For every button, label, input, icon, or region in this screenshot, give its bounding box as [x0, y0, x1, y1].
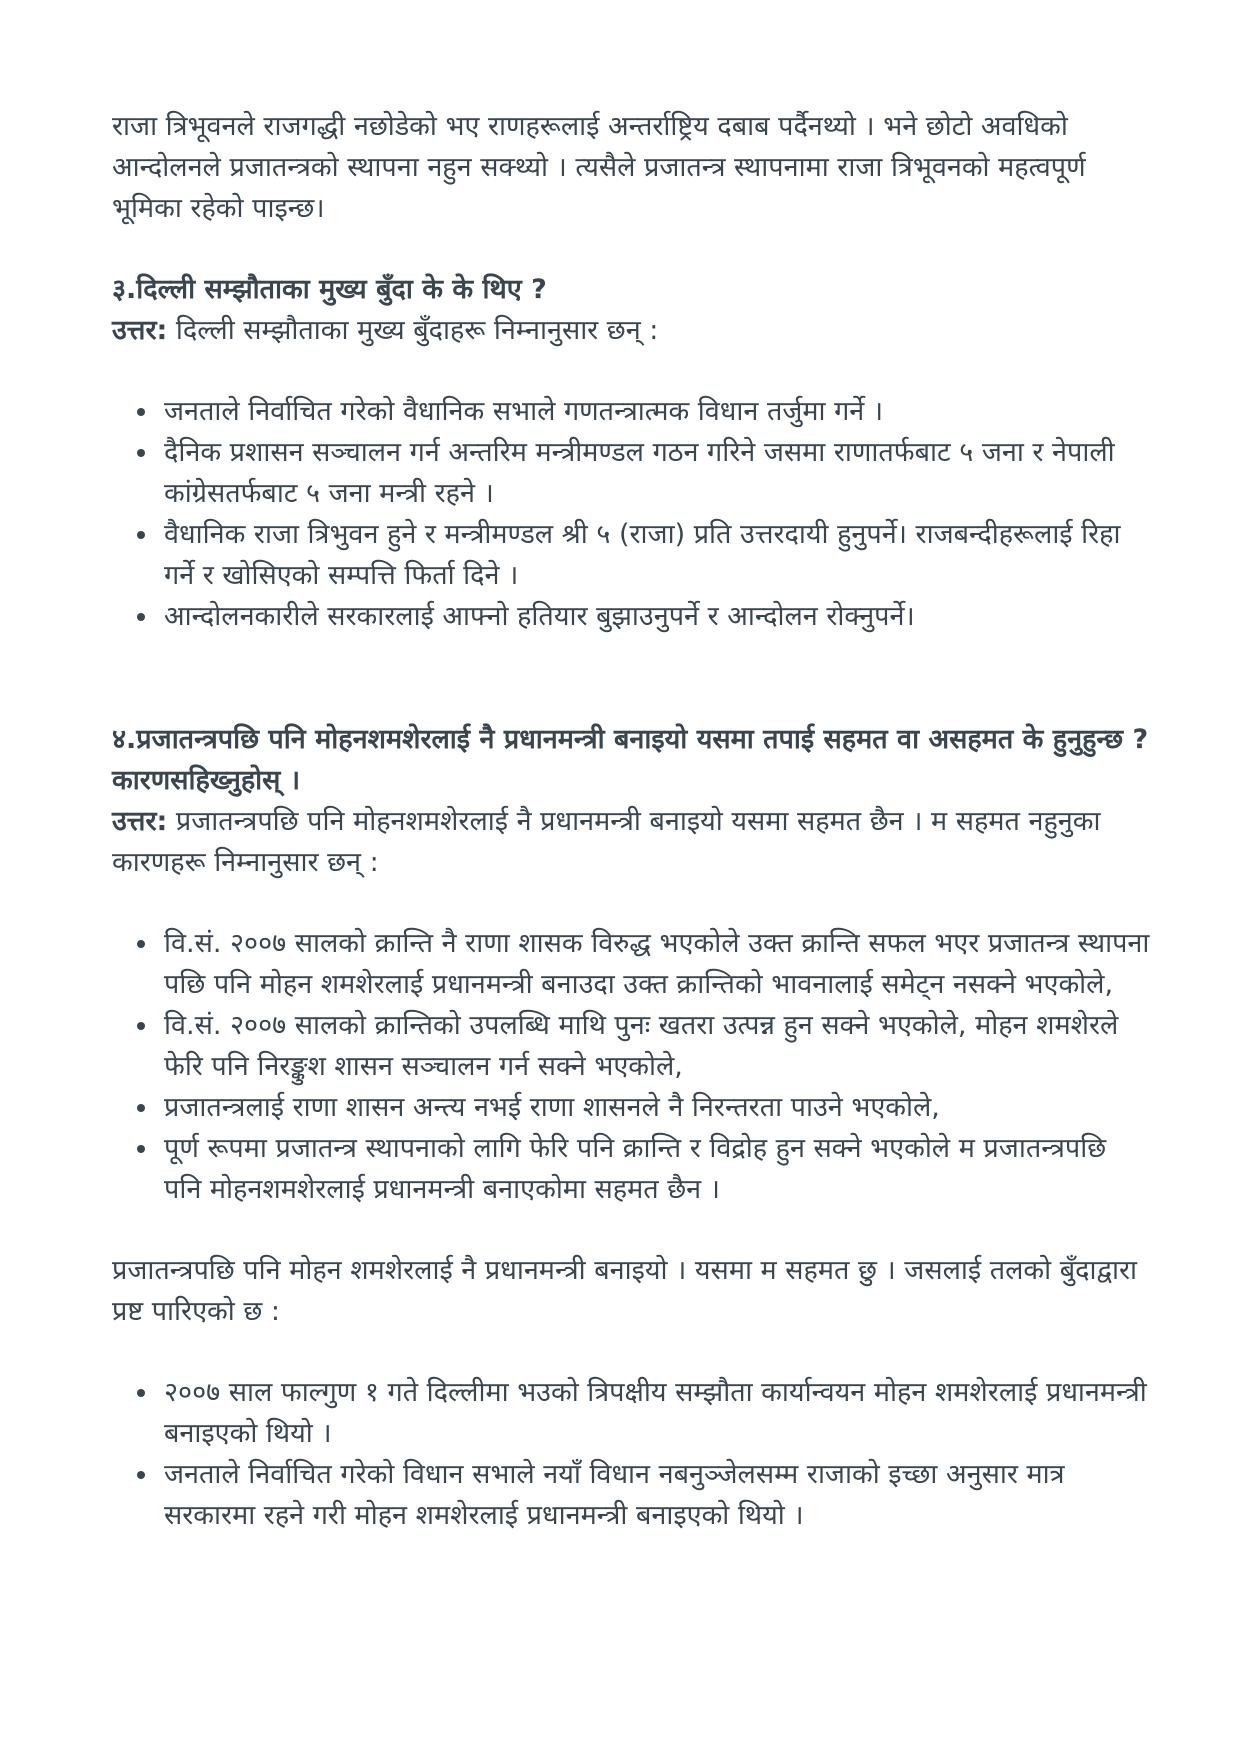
question-3-points-list	[112, 391, 1152, 637]
question-4-heading: ४.प्रजातन्त्रपछि पनि मोहनशमशेरलाई नै प्रधानमन्त्री बनाइयो यसमा तपाई सहमत वा असहमत के हुनुहुन्छ ? कारणसहिख्नुहोस् ।	[112, 724, 1149, 796]
list-item: जनताले निर्वाचित गरेको वैधानिक सभाले गणतन्त्रात्मक विधान तर्जुमा गर्ने ।	[164, 391, 1152, 432]
list-item: वैधानिक राजा त्रिभुवन हुने र मन्त्रीमण्डल श्री ५ (राजा) प्रति उत्तरदायी हुनुपर्ने। राजबन्दीहरूलाई रिहा गर्ने र खोसिएको सम्पत्ति फिर्ता दिने ।	[164, 514, 1152, 596]
list-item: दैनिक प्रशासन सञ्चालन गर्न अन्तरिम मन्त्रीमण्डल गठन गरिने जसमा राणातर्फबाट ५ जना र नेपाली कांग्रेसतर्फबाट ५ जना मन्त्री रहने ।	[164, 432, 1152, 514]
question-3-heading: ३.दिल्ली सम्झौताका मुख्य बुँदा के के थिए ?	[112, 274, 547, 305]
list-item: प्रजातन्त्रलाई राणा शासन अन्त्य नभई राणा शासनले नै निरन्तरता पाउने भएकोले,	[164, 1087, 1152, 1128]
question-4-answer	[112, 801, 1152, 883]
list-item: पूर्ण रूपमा प्रजातन्त्र स्थापनाको लागि फेरि पनि क्रान्ति र विद्रोह हुन सक्ने भएकोले म प्रजातन्त्रपछि पनि मोहनशमशेरलाई प्रधानमन्त्री बनाएकोमा सहमत छैन ।	[164, 1128, 1152, 1210]
spacer	[112, 1332, 1152, 1372]
spacer	[112, 229, 1152, 269]
spacer	[112, 1210, 1152, 1250]
list-item: आन्दोलनकारीले सरकारलाई आफ्नो हतियार बुझाउनुपर्ने र आन्दोलन रोक्नुपर्ने।	[164, 596, 1152, 637]
question-4-agree-points-list	[112, 1372, 1152, 1536]
answer-intro-text: प्रजातन्त्रपछि पनि मोहनशमशेरलाई नै प्रधानमन्त्री बनाइयो यसमा सहमत छैन । म सहमत नहुनुका कारणहरू निम्नानुसार छन् :	[112, 806, 1101, 878]
list-item: जनताले निर्वाचित गरेको विधान सभाले नयाँ विधान नबनुञ्जेलसम्म राजाको इच्छा अनुसार मात्र सरकारमा रहने गरी मोहन शमशेरलाई प्रधानमन्त्री बनाइएको थियो ।	[164, 1454, 1152, 1536]
list-item: वि.सं. २००७ सालको क्रान्ति नै राणा शासक विरुद्ध भएकोले उक्त क्रान्ति सफल भएर प्रजातन्त्र स्थापना पछि पनि मोहन शमशेरलाई प्रधानमन्त्री बनाउदा उक्त क्रान्तिको भावनालाई समेट्न नसक्ने भएकोले,	[164, 923, 1152, 1005]
agree-intro-paragraph: प्रजातन्त्रपछि पनि मोहन शमशेरलाई नै प्रधानमन्त्री बनाइयो । यसमा म सहमत छु । जसलाई तलको बुँदाद्वारा प्रष्ट पारिएको छ :	[112, 1255, 1138, 1327]
answer-label: उत्तर:	[112, 806, 168, 837]
intro-paragraph: राजा त्रिभूवनले राजगद्धी नछोडेको भए राणहरूलाई अन्तर्राष्ट्रिय दबाब पर्दैनथ्यो । भने छोटो अवधिको आन्दोलनले प्रजातन्त्रको स्थापना नहुन सक्थ्यो । त्यसैले प्रजातन्त्र स्थापनामा राजा त्रिभूवनको महत्वपूर्ण भूमिका रहेको पाइन्छ।	[112, 111, 1086, 224]
list-item: वि.सं. २००७ सालको क्रान्तिको उपलब्धि माथि पुनः खतरा उत्पन्न हुन सक्ने भएकोले, मोहन शमशेरले फेरि पनि निरङ्कुश शासन सञ्चालन गर्न सक्ने भएकोले,	[164, 1005, 1152, 1087]
spacer	[112, 351, 1152, 391]
question-3-answer	[112, 310, 1152, 351]
spacer	[112, 883, 1152, 923]
question-4-disagree-points-list	[112, 923, 1152, 1210]
answer-intro-text: दिल्ली सम्झौताका मुख्य बुँदाहरू निम्नानुसार छन् :	[167, 315, 659, 346]
document-page	[112, 106, 1152, 1536]
list-item: २००७ साल फाल्गुण १ गते दिल्लीमा भउको त्रिपक्षीय सम्झौता कार्यान्वयन मोहन शमशेरलाई प्रधानमन्त्री बनाइएको थियो ।	[164, 1372, 1152, 1454]
answer-label: उत्तर:	[112, 315, 168, 346]
spacer	[112, 637, 1152, 719]
